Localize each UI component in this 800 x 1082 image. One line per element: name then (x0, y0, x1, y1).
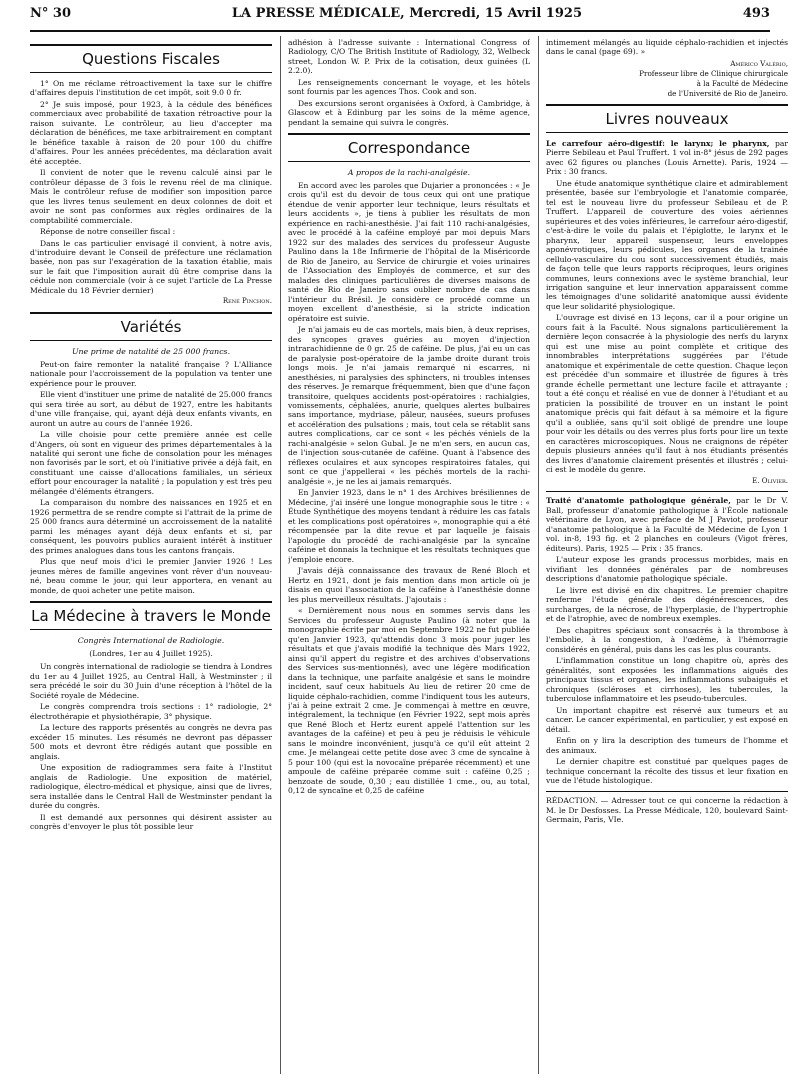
author-title: Professeur libre de Clinique chirurgicale (639, 68, 788, 78)
paragraph: Enfin on y lira la description des tumeurs de l'homme et des animaux. (546, 736, 788, 755)
article-dateline: (Londres, 1er au 4 Juillet 1925). (89, 648, 213, 658)
paragraph: « Dernièrement nous nous en sommes servis dans les Services du professeur Auguste Paulino (à noter que la monographie écrite par moi en Septembre 1922 ne fut publiée qu'en Janvier 1923, qu'attendis donc 3 mois pour juger les résultats et que j'avais modifié la technique dès Mars 1922, ainsi qu'il appert du registre et des archives d'observations des Services sus-mentionnés), avec une légère modification dans la technique, une parfaite analgésie et sans le moindre incident, sauf ceux habituels Au lieu de retirer 20 cme de liquide céphalo-rachidien, comme l'indiquent tous les auteurs, j'ai à peine extrait 2 cme. Je commençai à mettre en œuvre, intégralement, la technique (en Février 1922, sept mois après que René Bloch et Hertz eurent appelé l'attention sur les avantages de la caféine) et peu à peu je réduisis le véhicule sans le moindre inconvénient, jusqu'à ce qu'il eût atteint 2 cme. Je mélangeai cette petite dose avec 3 cme de syncaïne à 5 pour 100 (qui est la novocaïne préparée récemment) et une ampoule de caféine préparée comme suit : caféine 0,25 ; benzoate de soude, 0,30 ; eau distillée 1 cme., ou, au total, 0,12 de syncaïne et 0,25 de caféine (288, 606, 530, 796)
paragraph: intimement mélangés au liquide céphalo-rachidien et injectés dans le canal (page 69). » (546, 38, 788, 57)
header-rule (30, 30, 770, 32)
book-review (546, 139, 788, 486)
paragraph: En accord avec les paroles que Dujarier a prononcées : « Je crois qu'il est du devoir de tous ceux qui ont une pratique étendue de venir apporter leur technique, leurs résultats et leurs accidents », je tiens à publier les résultats de mon expérience en rachi-anesthésie. J'ai fait 110 rachi-analgésies, avec le procédé à la caféine employé par moi depuis Mars 1922 sur des malades des services du professeur Auguste Paulino dans la 18e Infirmerie de l'hôpital de la Miséricorde de Rio de Janeiro, au Service de chirurgie et voies urinaires de l'Association des Employés de commerce, et sur des malades des cliniques particulières de diverses maisons de santé de Rio de Janeiro sans oublier nombre de cas dans l'intérieur du Brésil. Je considère ce procédé comme un moyen excellent d'anesthésie, si la stricte indication opératoire est suivie. (288, 180, 530, 323)
paragraph: Des excursions seront organisées à Oxford, à Cambridge, à Glascow et à Edinburg par les soins de la même agence, pendant la semaine qui suivra le congrès. (288, 98, 530, 127)
article-subtitle: Congrès International de Radiologie. (77, 636, 225, 646)
paragraph: J'avais déjà connaissance des travaux de René Bloch et Hertz en 1921, dont je fais mention dans mon article où je disais en quoi l'association de la caféine à l'anesthésie donne les plus merveilleux résultats. J'ajoutais : (288, 566, 530, 604)
paragraph: 1° On me réclame rétroactivement la taxe sur le chiffre d'affaires depuis l'institution de cet impôt, soit 9.0 0 fr. (30, 78, 272, 98)
paragraph: 2° Je suis imposé, pour 1923, à la cédule des bénéfices commerciaux avec probabilité de taxation rétroactive pour la raison suivante. Le contrôleur, au lieu d'accepter ma déclaration de bénéfices, me taxe arbitrairement en comptant le bénéfice taxable à raison de 20 pour 100 du chiffre d'affaires. Pour les années précédentes, ma déclaration avait été acceptée. (30, 99, 272, 166)
article-subtitle: A propos de la rachi-analgésie. (347, 168, 471, 178)
paragraph: Le congrès comprendra trois sections : 1° radiologie, 2° électrothérapie et physiothérapie, 3° physique. (30, 702, 272, 721)
column-2 (288, 38, 530, 1074)
signature: E. Olivier. (752, 476, 788, 485)
book-title: Le carrefour aéro-digestif: le larynx; le pharynx, (546, 138, 770, 148)
paragraph: L'inflammation constitue un long chapitre où, après des généralités, sont exposées les inflammations aiguës des principaux tissus et organes, les inflammations subaiguës et chroniques (scléroses et cirrhoses), les tubercules, la tuberculose inflammatoire et les pseudo-tubercules. (546, 656, 788, 704)
section-title-livres-nouveaux: Livres nouveaux (546, 104, 788, 133)
book-reference: par le Dr V. Ball, professeur d'anatomie pathologique à l'École nationale vétérinaire de Lyon, avec préface de M J Paviot, professeur d'anatomie pathologique à la Faculté de Médecine de Lyon 1 vol. in-8, 193 fig. et 2 planches en couleurs (Vigot frères, éditeurs). Paris, 1925 — Prix : 35 francs. (546, 496, 788, 553)
paragraph: Des chapitres spéciaux sont consacrés à la thrombose à l'embolie, à la congestion, à l'œdème, à l'hémorragie considérés en général, puis dans les cas les plus courants. (546, 625, 788, 654)
signature: René Pinchon. (222, 297, 272, 306)
section-title-medecine-monde: La Médecine à travers le Monde (30, 601, 272, 630)
column-divider (280, 36, 281, 1074)
paragraph: Une exposition de radiogrammes sera faite à l'Institut anglais de Radiologie. Une exposition de matériel, radiologique, électro-médical et physique, ainsi que de livres, sera installée dans le Central Hall de Westminster pendant la durée du congrès. (30, 763, 272, 811)
paragraph: Il convient de noter que le revenu calculé ainsi par le contrôleur dépasse de 3 fois le revenu réel de ma clinique. Mais le contrôleur refuse de modifier son imposition parce que les livres tenus seulement en deux colonnes de doit et avoir ne sont pas conformes aux règles ordinaires de la comptabilité commerciale. (30, 168, 272, 225)
paragraph: Le livre est divisé en dix chapitres. Le premier chapitre renferme l'étude générale des dégénérescences, des surcharges, de la nécrose, de l'hyperplasie, de l'hypertrophie et de l'atrophie, avec de nombreux exemples. (546, 585, 788, 624)
paragraph: Une étude anatomique synthétique claire et admirablement présentée, basée sur l'embryologie et l'anatomie comparée, tel est le nouveau livre du professeur Sebileau et de P. Truffert. L'appareil de couverture des voies aériennes supérieures et des voies inférieures, le carrefour aéro-digestif, c'est-à-dire le voile du palais et l'épiglotte, le larynx et le pharynx, leur appareil suspenseur, leurs enveloppes aponévrotiques, leurs pédicules, les organes de la trainée cellulo-vasculaire du cou sont successivement étudiés, mais de façon telle que leurs rapports réciproques, leurs origines communes, leurs connexions avec le système branchial, leur irrigation sanguine et leur innervation apparaissent comme les témoignages d'une solidarité anatomique aussi évidente que leur solidarité physiologique. (546, 178, 788, 311)
paragraph: Je n'ai jamais eu de cas mortels, mais bien, à deux reprises, des syncopes graves guéries au moyen d'injection intrarachidienne de 0 gr. 25 de caféine. De plus, j'ai eu un cas de paralysie post-opératoire de la jambe droite durant trois longs mois. Je n'ai jamais remarqué ni escarres, ni anesthésies, ni paralysies des sphincters, ni troubles intenses des réserves. Je remarque fréquemment, bien que d'une façon transitoire, quelques accidents post-opératoires : rachialgies, vomissements, céphalées, anurie, quelques alertes bulbaires sans importance, mydriase, pâleur, nausées, sueurs profuses et accélération des pulsations ; mais, tout cela se rétablit sans autres complications, car ce sont « les péchés véniels de la rachi-analgésie » selon Gubal. Je ne m'en sers, en aucun cas, de l'injection sous-cutanée de caféine. Quant à l'absence des réflexes oculaires et aux syncopes respiratoires fatales, qui sont ce que j'appellerai « les péchés mortels de la rachi-analgésie », je ne les ai jamais remarqués. (288, 325, 530, 486)
paragraph: La lecture des rapports présentés au congrès ne devra pas excéder 15 minutes. Les résumés ne devront pas dépasser 500 mots et devront être rédigés autant que possible en anglais. (30, 723, 272, 761)
article-subtitle: Une prime de natalité de 25 000 francs. (71, 346, 231, 356)
column-divider (538, 36, 539, 1074)
running-header (30, 6, 770, 28)
book-review (546, 491, 788, 785)
paragraph: Dans le cas particulier envisagé il convient, à notre avis, d'introduire devant le Conseil de préfecture une réclamation basée, non pas sur l'exagération de la taxation établie, mais sur le fait que l'imposition aurait dû être comprise dans la cédule non commerciale (voir à ce sujet l'article de La Presse Médicale du 18 Février dernier) (30, 238, 272, 295)
paragraph: L'ouvrage est divisé en 13 leçons, car il a pour origine un cours fait à la Faculté. Nous signalons particulièrement la dernière leçon consacrée à la physiologie des nerfs du larynx qui est une mise au point complète et critique des innombrables interprétations suggérées par l'étude anatomique et expérimentale de cette question. Chaque leçon est précédée d'un sommaire et illustrée de figures à très grande échelle permettant une lecture facile et attrayante ; tout a été conçu et réalisé en vue de donner à l'étudiant et au praticien la possibilité de trouver en un instant le point anatomique précis qui fait défaut à sa mémoire et la figure qu'il a oubliée, sans qu'il soit obligé de prendre une loupe pour voir les détails ou des verres plus forts pour lire un texte en caractères microscopiques. Nous ne craignons de répéter depuis plusieurs années qu'il faut à nos étudiants présentés des livres d'anatomie clairement présentés et illustrés ; celui-ci est le modèle du genre. (546, 313, 788, 475)
issue-number: N° 30 (30, 6, 71, 21)
paragraph: L'auteur expose les grands processus morbides, mais en vivifiant les données générales par de nombreuses descriptions d'anatomie pathologique spéciale. (546, 555, 788, 584)
paragraph: adhésion à l'adresse suivante : International Congress of Radiology, C/O The British Institute of Radiology, 32, Welbeck street, London W. P. Prix de la cotisation, deux guinées (L 2.2.0). (288, 38, 530, 76)
paragraph: Un congrès international de radiologie se tiendra à Londres du 1er au 4 Juillet 1925, au Central Hall, à Westminster ; il sera précédé le soir du 30 Juin d'une réception à l'hôtel de la Société royale de Médecine. (30, 662, 272, 700)
section-title-questions-fiscales: Questions Fiscales (30, 44, 272, 73)
author-affiliation: de l'Université de Rio de Janeiro. (667, 88, 788, 98)
paragraph: Plus que neuf mois d'ici le premier Janvier 1926 ! Les jeunes mères de famille angevines vont rêver d'un nouveau-né, beau comme le jour, qui leur apportera, en venant au monde, de quoi acheter une petite maison. (30, 557, 272, 595)
section-title-correspondance: Correspondance (288, 133, 530, 162)
book-reference: par Pierre Sebileau et Paul Truffert. 1 vol in-8° jésus de 292 pages avec 62 figures ou planches (Louis Arnette). Paris, 1924 — Prix : 30 francs. (546, 138, 788, 177)
journal-title: LA PRESSE MÉDICALE, Mercredi, 15 Avril 1925 (231, 6, 582, 21)
redaction-notice: RÉDACTION. — Adresser tout ce qui concerne la rédaction à M. le Dr Desfosses. La Presse Médicale, 120, boulevard Saint-Germain, Paris, VIe. (546, 791, 788, 824)
page-number: 493 (742, 6, 770, 21)
paragraph: Réponse de notre conseiller fiscal : (40, 227, 176, 237)
author-affiliation: à la Faculté de Médecine (696, 78, 788, 88)
section-title-varietes: Variétés (30, 312, 272, 341)
paragraph: Un important chapitre est réservé aux tumeurs et au cancer. Le cancer expérimental, en particulier, y est exposé en détail. (546, 705, 788, 734)
paragraph: Il est demandé aux personnes qui désirent assister au congrès d'envoyer le plus tôt possible leur (30, 812, 272, 831)
paragraph: La comparaison du nombre des naissances en 1925 et en 1926 permettra de se rendre compte si l'attrait de la prime de 25 000 francs aura déterminé un accroissement de la natalité parmi les ménages ayant déjà deux enfants et si, par conséquent, les pouvoirs publics auraient intérêt à instituer des primes analogues dans tous les cantons français. (30, 498, 272, 555)
paragraph: Les renseignements concernant le voyage, et les hôtels sont fournis par les agences Thos. Cook and son. (288, 77, 530, 97)
book-title: Traité d'anatomie pathologique générale, (546, 496, 731, 506)
column-3 (546, 38, 788, 1074)
paragraph: La ville choisie pour cette première année est celle d'Angers, où sont en vigueur des primes départementales à la natalité qui seront une fiche de consolation pour les ménages non favorisés par le sort, et où l'initiative privée a déjà fait, en constituant une caisse d'allocations familiales, un sérieux effort pour encourager la natalité ; la population y est très peu mélangée d'éléments étrangers. (30, 430, 272, 496)
paragraph: Elle vient d'instituer une prime de natalité de 25.000 francs qui sera tirée au sort, au début de 1927, entre les habitants d'une ville française, qui, ayant déjà deux enfants vivants, en auront un autre au cours de l'année 1926. (30, 390, 272, 428)
paragraph: Le dernier chapitre est constitué par quelques pages de technique concernant la récolte des tissus et leur fixation en vue de l'étude histologique. (546, 757, 788, 785)
paragraph: Peut-on faire remonter la natalité française ? L'Alliance nationale pour l'accroissement de la population va tenter une expérience pour le prouver. (30, 359, 272, 388)
author-name: Américo Valério, (730, 58, 788, 68)
column-1 (30, 38, 272, 1074)
paragraph: En Janvier 1923, dans le n° 1 des Archives brésiliennes de Médecine, j'ai inséré une longue monographie sous le titre : « Étude Synthétique des moyens tendant à réduire les cas fatals et les complications post opératoires », monographie qui a été récompensée par la dite revue et par laquelle je faisais l'apologie du procédé de rachi-analgésie par la syncaïne caféine et donnais la technique et les résultats techniques que j'emploie encore. (288, 488, 530, 564)
